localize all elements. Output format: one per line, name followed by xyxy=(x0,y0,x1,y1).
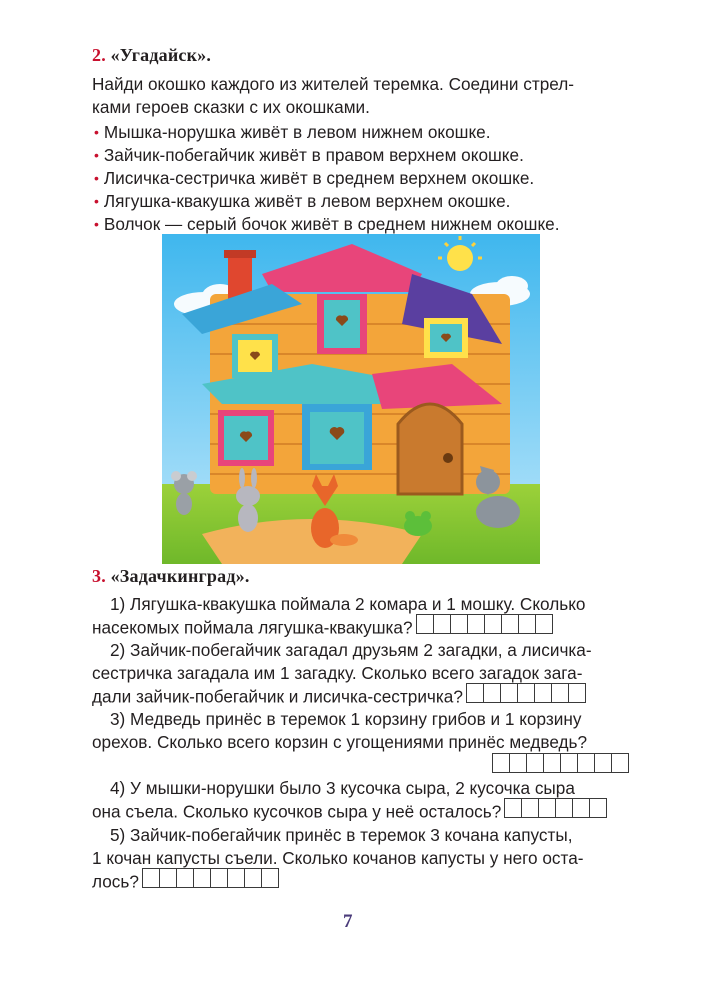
teremok-illustration xyxy=(162,234,540,564)
task2-bullet-text: Лягушка-квакушка живёт в левом верхнем окошке. xyxy=(103,191,511,211)
page-number: 7 xyxy=(343,911,353,932)
problem-line xyxy=(92,870,584,896)
answer-cells[interactable] xyxy=(416,614,552,640)
problem-line: 1) Лягушка-квакушка поймала 2 комара и 1 мошку. Сколько xyxy=(110,594,586,614)
task2-intro-line: ками героев сказки с их окошками. xyxy=(92,97,370,117)
task3-heading xyxy=(92,566,250,587)
bullet-dot-icon: • xyxy=(94,147,99,163)
problem-line: орехов. Сколько всего корзин с угощениями принёс медведь? xyxy=(92,732,588,752)
task2-bullet xyxy=(94,190,510,214)
task2-intro-line: Найди окошко каждого из жителей теремка. Соедини стрел- xyxy=(92,74,574,94)
chimney-top xyxy=(224,250,256,258)
task2-title: «Угадайск». xyxy=(110,45,212,65)
problem-4 xyxy=(92,777,606,826)
bullet-dot-icon: • xyxy=(94,193,99,209)
problem-line-text: дали зайчик-побегайчик и лисичка-сестричка? xyxy=(92,686,463,707)
task2-number: 2. xyxy=(92,45,106,65)
door xyxy=(398,404,462,494)
bullet-dot-icon: • xyxy=(94,170,99,186)
problem-1 xyxy=(92,593,585,642)
bullet-dot-icon: • xyxy=(94,216,99,232)
problem-line xyxy=(92,800,606,826)
problem-5 xyxy=(92,824,584,896)
task2-bullet xyxy=(94,167,534,191)
answer-cells[interactable] xyxy=(142,868,278,894)
problem-line: сестричка загадала им 1 загадку. Сколько всего загадок зага- xyxy=(92,663,583,683)
bullet-dot-icon: • xyxy=(94,124,99,140)
task2-bullet-text: Волчок — серый бочок живёт в среднем нижнем окошке. xyxy=(103,214,560,234)
window-top-middle xyxy=(317,294,367,354)
problem-line: 5) Зайчик-побегайчик принёс в теремок 3 кочана капусты, xyxy=(110,825,573,845)
answer-cells[interactable] xyxy=(492,753,628,778)
window-bottom-left xyxy=(218,410,274,466)
answer-cells[interactable] xyxy=(466,683,585,709)
problem-line: 1 кочан капусты съели. Сколько кочанов капусты у него оста- xyxy=(92,848,584,868)
task2-bullet xyxy=(94,121,491,145)
problem-line: 3) Медведь принёс в теремок 1 корзину грибов и 1 корзину xyxy=(110,709,582,729)
task2-heading xyxy=(92,45,211,66)
task2-bullet-text: Зайчик-побегайчик живёт в правом верхнем окошке. xyxy=(103,145,524,165)
task3-number: 3. xyxy=(92,566,106,586)
task2-intro xyxy=(92,73,574,119)
task2-bullet-text: Лисичка-сестричка живёт в среднем верхнем окошке. xyxy=(103,168,535,188)
task3-title: «Задачкинград». xyxy=(110,566,250,586)
problem-line-text: лось? xyxy=(92,871,139,892)
window-top-left xyxy=(232,334,278,378)
problem-2 xyxy=(92,639,592,711)
window-bottom-middle xyxy=(302,404,372,470)
problem-3-answer xyxy=(492,753,628,778)
answer-cells[interactable] xyxy=(504,798,606,824)
problem-line: 4) У мышки-норушки было 3 кусочка сыра, 2 кусочка сыра xyxy=(110,778,575,798)
problem-line: 2) Зайчик-побегайчик загадал друзьям 2 загадки, а лисичка- xyxy=(110,640,592,660)
problem-line-text: насекомых поймала лягушка-квакушка? xyxy=(92,617,413,638)
task2-bullet-text: Мышка-норушка живёт в левом нижнем окошке. xyxy=(103,122,491,142)
problem-3 xyxy=(92,708,587,754)
window-top-right xyxy=(424,318,468,358)
problem-line-text: она съела. Сколько кусочков сыра у неё осталось? xyxy=(92,801,502,822)
task2-bullet xyxy=(94,144,524,168)
